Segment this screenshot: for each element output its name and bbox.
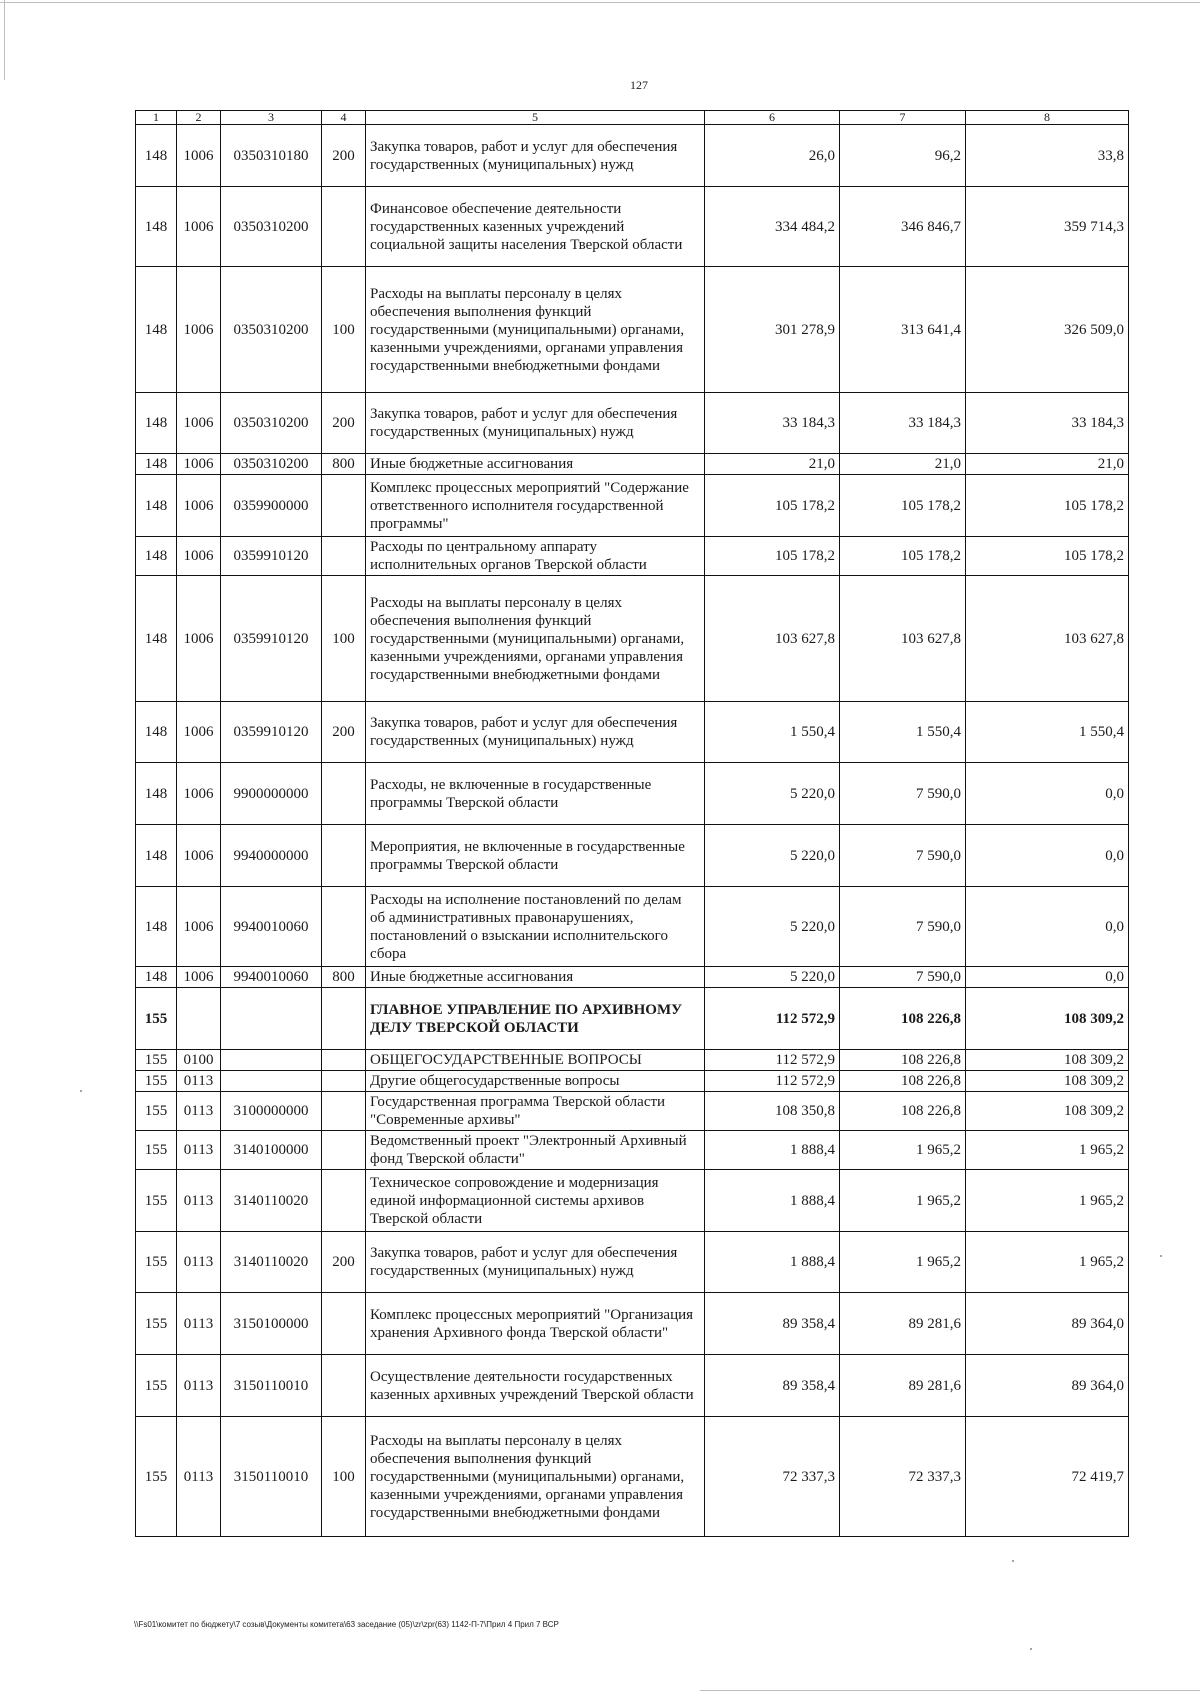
section-code-cell: 0113 xyxy=(177,1131,221,1170)
target-article-cell: 3140110020 xyxy=(221,1232,322,1293)
amount-year2-cell: 103 627,8 xyxy=(840,576,966,702)
expense-type-cell xyxy=(322,988,366,1050)
amount-year1-cell: 89 358,4 xyxy=(705,1293,840,1355)
table-row xyxy=(136,825,1129,887)
section-code-cell: 1006 xyxy=(177,454,221,475)
amount-year2-cell: 105 178,2 xyxy=(840,475,966,537)
target-article-cell: 3100000000 xyxy=(221,1092,322,1131)
admin-code-cell: 148 xyxy=(136,475,177,537)
scan-line-bottom xyxy=(700,1690,1200,1691)
section-code-cell: 0113 xyxy=(177,1170,221,1232)
table-row xyxy=(136,537,1129,576)
table-row xyxy=(136,988,1129,1050)
target-article-cell xyxy=(221,1071,322,1092)
amount-year1-cell: 33 184,3 xyxy=(705,393,840,454)
admin-code-cell: 155 xyxy=(136,1232,177,1293)
amount-year1-cell: 5 220,0 xyxy=(705,967,840,988)
header-col-1: 1 xyxy=(136,111,177,125)
section-code-cell: 0113 xyxy=(177,1092,221,1131)
amount-year3-cell: 359 714,3 xyxy=(966,187,1129,267)
admin-code-cell: 148 xyxy=(136,825,177,887)
amount-year3-cell: 1 550,4 xyxy=(966,702,1129,763)
description-cell: Расходы по центральному аппарату исполнительных органов Тверской области xyxy=(366,537,705,576)
amount-year1-cell: 1 550,4 xyxy=(705,702,840,763)
admin-code-cell: 155 xyxy=(136,1092,177,1131)
admin-code-cell: 148 xyxy=(136,125,177,187)
target-article-cell: 3150100000 xyxy=(221,1293,322,1355)
target-article-cell: 0350310200 xyxy=(221,393,322,454)
target-article-cell: 0359910120 xyxy=(221,576,322,702)
table-row xyxy=(136,393,1129,454)
section-code-cell: 0100 xyxy=(177,1050,221,1071)
amount-year1-cell: 1 888,4 xyxy=(705,1131,840,1170)
amount-year3-cell: 0,0 xyxy=(966,763,1129,825)
table-row xyxy=(136,187,1129,267)
amount-year3-cell: 108 309,2 xyxy=(966,1050,1129,1071)
amount-year3-cell: 1 965,2 xyxy=(966,1170,1129,1232)
table-row xyxy=(136,1092,1129,1131)
section-code-cell: 0113 xyxy=(177,1232,221,1293)
section-code-cell: 1006 xyxy=(177,702,221,763)
admin-code-cell: 148 xyxy=(136,187,177,267)
amount-year3-cell: 0,0 xyxy=(966,825,1129,887)
amount-year1-cell: 72 337,3 xyxy=(705,1417,840,1537)
amount-year3-cell: 0,0 xyxy=(966,887,1129,967)
amount-year2-cell: 108 226,8 xyxy=(840,1071,966,1092)
expense-type-cell xyxy=(322,1131,366,1170)
header-row xyxy=(136,111,1129,125)
amount-year2-cell: 7 590,0 xyxy=(840,967,966,988)
target-article-cell: 3140110020 xyxy=(221,1170,322,1232)
amount-year3-cell: 108 309,2 xyxy=(966,988,1129,1050)
amount-year3-cell: 103 627,8 xyxy=(966,576,1129,702)
amount-year3-cell: 105 178,2 xyxy=(966,537,1129,576)
admin-code-cell: 155 xyxy=(136,1293,177,1355)
amount-year3-cell: 89 364,0 xyxy=(966,1355,1129,1417)
amount-year2-cell: 108 226,8 xyxy=(840,1092,966,1131)
table-row xyxy=(136,1355,1129,1417)
file-path-footer: \\Fs01\комитет по бюджету\7 созыв\Документы комитета\63 заседание (05)\zr\zpr(63) 1142-П-7\Прил 4 Прил 7 ВСР xyxy=(134,1620,559,1629)
expense-type-cell xyxy=(322,537,366,576)
amount-year1-cell: 301 278,9 xyxy=(705,267,840,393)
expense-type-cell: 800 xyxy=(322,967,366,988)
table-row xyxy=(136,125,1129,187)
admin-code-cell: 148 xyxy=(136,537,177,576)
scan-speck xyxy=(1160,1255,1162,1257)
expense-type-cell: 100 xyxy=(322,1417,366,1537)
admin-code-cell: 155 xyxy=(136,1417,177,1537)
amount-year2-cell: 1 965,2 xyxy=(840,1232,966,1293)
description-cell: Закупка товаров, работ и услуг для обеспечения государственных (муниципальных) нужд xyxy=(366,125,705,187)
expense-type-cell: 800 xyxy=(322,454,366,475)
table-row xyxy=(136,1071,1129,1092)
expense-type-cell xyxy=(322,1050,366,1071)
table-row xyxy=(136,454,1129,475)
header-col-7: 7 xyxy=(840,111,966,125)
target-article-cell: 0359900000 xyxy=(221,475,322,537)
table-row xyxy=(136,702,1129,763)
description-cell: Иные бюджетные ассигнования xyxy=(366,967,705,988)
amount-year2-cell: 1 965,2 xyxy=(840,1131,966,1170)
expense-type-cell: 100 xyxy=(322,267,366,393)
section-code-cell: 1006 xyxy=(177,576,221,702)
amount-year1-cell: 89 358,4 xyxy=(705,1355,840,1417)
target-article-cell: 9940010060 xyxy=(221,887,322,967)
section-code-cell: 1006 xyxy=(177,887,221,967)
amount-year2-cell: 89 281,6 xyxy=(840,1355,966,1417)
amount-year2-cell: 313 641,4 xyxy=(840,267,966,393)
admin-code-cell: 155 xyxy=(136,1170,177,1232)
amount-year1-cell: 105 178,2 xyxy=(705,537,840,576)
table-row xyxy=(136,267,1129,393)
admin-code-cell: 155 xyxy=(136,1131,177,1170)
expense-type-cell xyxy=(322,1355,366,1417)
amount-year1-cell: 334 484,2 xyxy=(705,187,840,267)
section-code-cell: 0113 xyxy=(177,1293,221,1355)
expense-type-cell xyxy=(322,187,366,267)
amount-year2-cell: 7 590,0 xyxy=(840,763,966,825)
description-cell: Осуществление деятельности государственных казенных архивных учреждений Тверской области xyxy=(366,1355,705,1417)
target-article-cell: 3140100000 xyxy=(221,1131,322,1170)
target-article-cell: 0359910120 xyxy=(221,702,322,763)
amount-year2-cell: 89 281,6 xyxy=(840,1293,966,1355)
section-code-cell xyxy=(177,988,221,1050)
description-cell: Расходы на выплаты персоналу в целях обеспечения выполнения функций государственными (муниципальными) органами, казенными учреждениями, органами управления государственными внебюджетными фондами xyxy=(366,576,705,702)
table-row xyxy=(136,967,1129,988)
admin-code-cell: 148 xyxy=(136,702,177,763)
description-cell: Расходы на выплаты персоналу в целях обеспечения выполнения функций государственными (муниципальными) органами, казенными учреждениями, органами управления государственными внебюджетными фондами xyxy=(366,267,705,393)
target-article-cell: 9940010060 xyxy=(221,967,322,988)
scan-speck xyxy=(1030,1648,1032,1650)
admin-code-cell: 148 xyxy=(136,454,177,475)
table-row xyxy=(136,1417,1129,1537)
scan-line-top xyxy=(0,2,1200,3)
description-cell: Расходы на выплаты персоналу в целях обеспечения выполнения функций государственными (муниципальными) органами, казенными учреждениями, органами управления государственными внебюджетными фондами xyxy=(366,1417,705,1537)
admin-code-cell: 155 xyxy=(136,988,177,1050)
header-col-6: 6 xyxy=(705,111,840,125)
amount-year2-cell: 96,2 xyxy=(840,125,966,187)
amount-year1-cell: 108 350,8 xyxy=(705,1092,840,1131)
expense-type-cell xyxy=(322,763,366,825)
target-article-cell: 0350310200 xyxy=(221,187,322,267)
amount-year1-cell: 112 572,9 xyxy=(705,1050,840,1071)
section-code-cell: 1006 xyxy=(177,125,221,187)
amount-year1-cell: 112 572,9 xyxy=(705,1071,840,1092)
target-article-cell xyxy=(221,988,322,1050)
expense-type-cell xyxy=(322,1092,366,1131)
amount-year1-cell: 26,0 xyxy=(705,125,840,187)
amount-year3-cell: 89 364,0 xyxy=(966,1293,1129,1355)
target-article-cell: 0359910120 xyxy=(221,537,322,576)
expense-type-cell: 100 xyxy=(322,576,366,702)
target-article-cell: 3150110010 xyxy=(221,1355,322,1417)
amount-year3-cell: 33,8 xyxy=(966,125,1129,187)
expense-type-cell xyxy=(322,825,366,887)
amount-year1-cell: 105 178,2 xyxy=(705,475,840,537)
amount-year3-cell: 0,0 xyxy=(966,967,1129,988)
section-code-cell: 1006 xyxy=(177,825,221,887)
table-row xyxy=(136,475,1129,537)
amount-year3-cell: 1 965,2 xyxy=(966,1131,1129,1170)
table-row xyxy=(136,576,1129,702)
section-code-cell: 1006 xyxy=(177,967,221,988)
description-cell: Ведомственный проект "Электронный Архивный фонд Тверской области" xyxy=(366,1131,705,1170)
scan-speck xyxy=(80,1090,82,1092)
section-code-cell: 0113 xyxy=(177,1417,221,1537)
amount-year3-cell: 108 309,2 xyxy=(966,1071,1129,1092)
amount-year2-cell: 105 178,2 xyxy=(840,537,966,576)
description-cell: Техническое сопровождение и модернизация единой информационной системы архивов Тверской области xyxy=(366,1170,705,1232)
expense-type-cell xyxy=(322,1071,366,1092)
table-row xyxy=(136,763,1129,825)
target-article-cell: 0350310200 xyxy=(221,267,322,393)
header-col-4: 4 xyxy=(322,111,366,125)
header-col-2: 2 xyxy=(177,111,221,125)
description-cell: Комплекс процессных мероприятий "Организация хранения Архивного фонда Тверской области" xyxy=(366,1293,705,1355)
table-row xyxy=(136,1232,1129,1293)
amount-year1-cell: 103 627,8 xyxy=(705,576,840,702)
expense-type-cell xyxy=(322,475,366,537)
table-body xyxy=(136,125,1129,1537)
target-article-cell: 3150110010 xyxy=(221,1417,322,1537)
target-article-cell: 0350310180 xyxy=(221,125,322,187)
amount-year1-cell: 21,0 xyxy=(705,454,840,475)
description-cell: Закупка товаров, работ и услуг для обеспечения государственных (муниципальных) нужд xyxy=(366,393,705,454)
amount-year2-cell: 33 184,3 xyxy=(840,393,966,454)
amount-year2-cell: 108 226,8 xyxy=(840,988,966,1050)
table-row xyxy=(136,1131,1129,1170)
admin-code-cell: 148 xyxy=(136,393,177,454)
section-code-cell: 1006 xyxy=(177,267,221,393)
table-row xyxy=(136,1293,1129,1355)
budget-table xyxy=(135,110,1129,1537)
description-cell: ГЛАВНОЕ УПРАВЛЕНИЕ ПО АРХИВНОМУ ДЕЛУ ТВЕРСКОЙ ОБЛАСТИ xyxy=(366,988,705,1050)
scan-line-left xyxy=(4,0,5,80)
amount-year2-cell: 72 337,3 xyxy=(840,1417,966,1537)
expense-type-cell: 200 xyxy=(322,393,366,454)
description-cell: Закупка товаров, работ и услуг для обеспечения государственных (муниципальных) нужд xyxy=(366,702,705,763)
amount-year3-cell: 72 419,7 xyxy=(966,1417,1129,1537)
amount-year3-cell: 108 309,2 xyxy=(966,1092,1129,1131)
header-col-3: 3 xyxy=(221,111,322,125)
amount-year2-cell: 7 590,0 xyxy=(840,825,966,887)
target-article-cell: 0350310200 xyxy=(221,454,322,475)
description-cell: Расходы на исполнение постановлений по делам об административных правонарушениях, постановлений о взыскании исполнительского сбора xyxy=(366,887,705,967)
description-cell: Комплекс процессных мероприятий "Содержание ответственного исполнителя государственной программы" xyxy=(366,475,705,537)
description-cell: ОБЩЕГОСУДАРСТВЕННЫЕ ВОПРОСЫ xyxy=(366,1050,705,1071)
amount-year1-cell: 112 572,9 xyxy=(705,988,840,1050)
amount-year1-cell: 5 220,0 xyxy=(705,825,840,887)
description-cell: Расходы, не включенные в государственные программы Тверской области xyxy=(366,763,705,825)
target-article-cell: 9940000000 xyxy=(221,825,322,887)
section-code-cell: 1006 xyxy=(177,537,221,576)
admin-code-cell: 148 xyxy=(136,576,177,702)
target-article-cell xyxy=(221,1050,322,1071)
amount-year2-cell: 346 846,7 xyxy=(840,187,966,267)
description-cell: Государственная программа Тверской области "Современные архивы" xyxy=(366,1092,705,1131)
admin-code-cell: 148 xyxy=(136,887,177,967)
section-code-cell: 0113 xyxy=(177,1071,221,1092)
description-cell: Мероприятия, не включенные в государственные программы Тверской области xyxy=(366,825,705,887)
admin-code-cell: 155 xyxy=(136,1050,177,1071)
amount-year1-cell: 1 888,4 xyxy=(705,1232,840,1293)
admin-code-cell: 148 xyxy=(136,763,177,825)
expense-type-cell: 200 xyxy=(322,702,366,763)
expense-type-cell xyxy=(322,1170,366,1232)
amount-year1-cell: 5 220,0 xyxy=(705,763,840,825)
amount-year2-cell: 21,0 xyxy=(840,454,966,475)
amount-year2-cell: 1 550,4 xyxy=(840,702,966,763)
expense-type-cell xyxy=(322,887,366,967)
section-code-cell: 0113 xyxy=(177,1355,221,1417)
expense-type-cell xyxy=(322,1293,366,1355)
header-col-5: 5 xyxy=(366,111,705,125)
amount-year2-cell: 108 226,8 xyxy=(840,1050,966,1071)
expense-type-cell: 200 xyxy=(322,1232,366,1293)
section-code-cell: 1006 xyxy=(177,187,221,267)
table-row xyxy=(136,1170,1129,1232)
amount-year3-cell: 326 509,0 xyxy=(966,267,1129,393)
header-col-8: 8 xyxy=(966,111,1129,125)
amount-year3-cell: 33 184,3 xyxy=(966,393,1129,454)
admin-code-cell: 155 xyxy=(136,1071,177,1092)
admin-code-cell: 148 xyxy=(136,967,177,988)
amount-year2-cell: 1 965,2 xyxy=(840,1170,966,1232)
section-code-cell: 1006 xyxy=(177,393,221,454)
amount-year3-cell: 21,0 xyxy=(966,454,1129,475)
page-number: 127 xyxy=(630,78,648,92)
table-row xyxy=(136,887,1129,967)
description-cell: Иные бюджетные ассигнования xyxy=(366,454,705,475)
amount-year2-cell: 7 590,0 xyxy=(840,887,966,967)
description-cell: Финансовое обеспечение деятельности государственных казенных учреждений социальной защиты населения Тверской области xyxy=(366,187,705,267)
section-code-cell: 1006 xyxy=(177,475,221,537)
amount-year1-cell: 1 888,4 xyxy=(705,1170,840,1232)
scan-speck xyxy=(1012,1560,1014,1562)
admin-code-cell: 155 xyxy=(136,1355,177,1417)
section-code-cell: 1006 xyxy=(177,763,221,825)
table-row xyxy=(136,1050,1129,1071)
admin-code-cell: 148 xyxy=(136,267,177,393)
description-cell: Закупка товаров, работ и услуг для обеспечения государственных (муниципальных) нужд xyxy=(366,1232,705,1293)
amount-year3-cell: 1 965,2 xyxy=(966,1232,1129,1293)
amount-year3-cell: 105 178,2 xyxy=(966,475,1129,537)
description-cell: Другие общегосударственные вопросы xyxy=(366,1071,705,1092)
table-header xyxy=(136,111,1129,125)
target-article-cell: 9900000000 xyxy=(221,763,322,825)
expense-type-cell: 200 xyxy=(322,125,366,187)
amount-year1-cell: 5 220,0 xyxy=(705,887,840,967)
